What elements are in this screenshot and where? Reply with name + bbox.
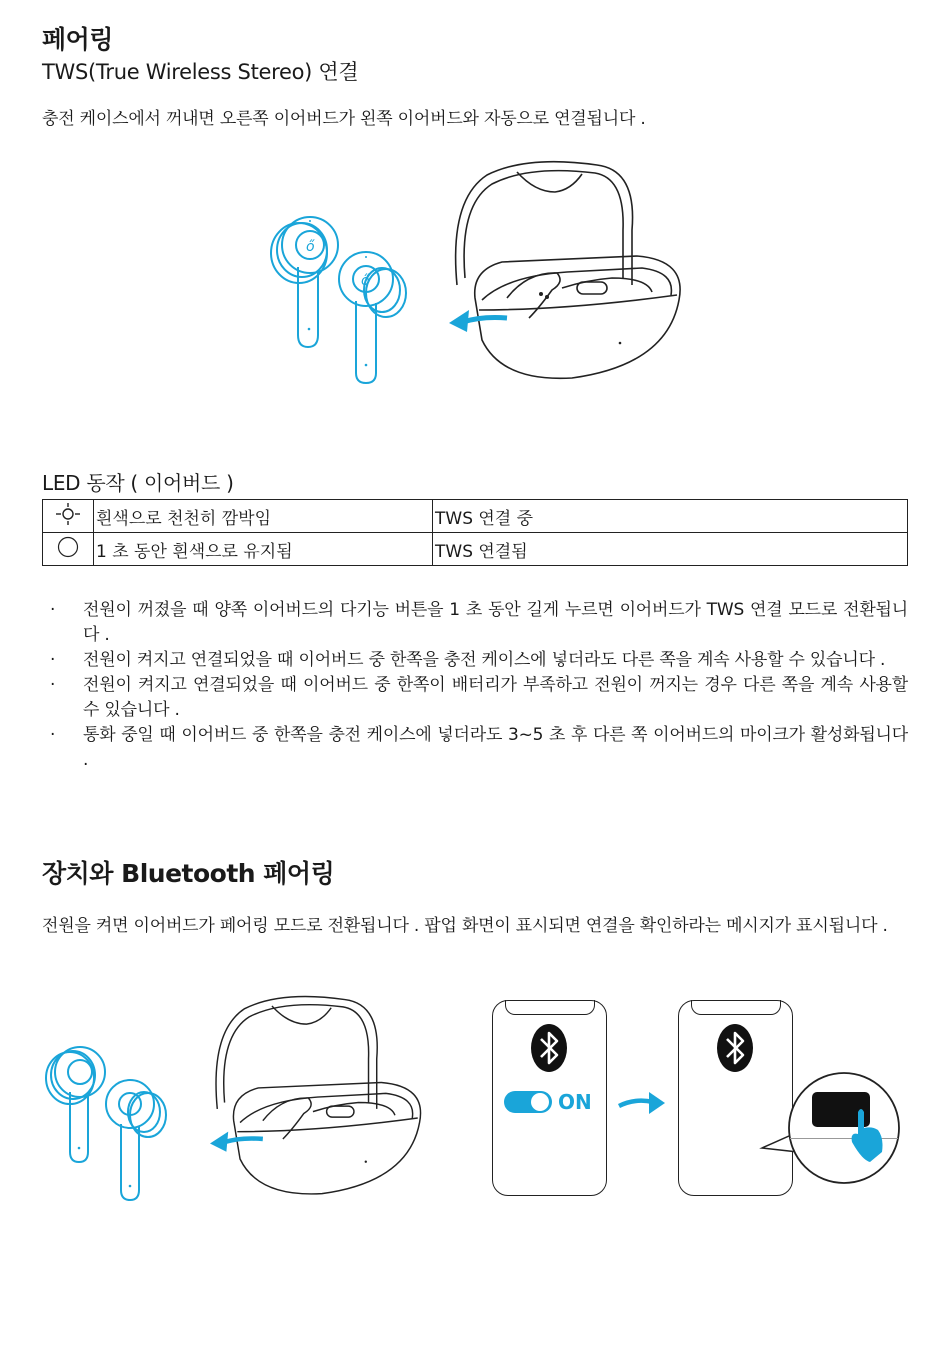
table-row [43, 533, 908, 566]
right-earbud-icon [106, 1080, 166, 1200]
led-status: TWS 연결 중 [433, 500, 908, 533]
arrow-icon [617, 1090, 667, 1116]
bullet: · [50, 650, 56, 670]
led-heading: LED 동작 ( 이어버드 ) [42, 471, 234, 495]
blinking-light-icon [55, 503, 81, 525]
list-item [42, 648, 908, 673]
earbuds-illustration [262, 205, 412, 390]
bullet: · [50, 725, 56, 745]
list-item [42, 723, 908, 773]
magnified-popup-icon [760, 1072, 902, 1168]
bullet: · [50, 675, 56, 695]
bluetooth-icon [530, 1023, 568, 1073]
table-row [43, 500, 908, 533]
bluetooth-pairing-description: 전원을 켜면 이어버드가 페어링 모드로 전환됩니다 . 팝업 화면이 표시되면 연결을 확인하라는 메시지가 표시됩니다 . [42, 916, 888, 936]
charging-case-illustration [447, 160, 687, 385]
bluetooth-toggle[interactable] [504, 1091, 552, 1113]
svg-text:ő: ő [361, 273, 370, 289]
led-table [42, 499, 908, 566]
left-earbud-icon [271, 217, 338, 347]
led-icon-cell [43, 533, 94, 566]
led-icon-cell [43, 500, 94, 533]
tws-description: 충전 케이스에서 꺼내면 오른쪽 이어버드가 왼쪽 이어버드와 자동으로 연결됩니다 . [42, 109, 646, 129]
phone-screen-1 [492, 1000, 607, 1196]
charging-case-illustration-2 [205, 995, 430, 1200]
page-title: 페어링 [42, 25, 113, 54]
notes-list [42, 598, 908, 773]
note-text: 전원이 켜지고 연결되었을 때 이어버드 중 한쪽이 배터리가 부족하고 전원이 꺼지는 경우 다른 쪽을 계속 사용할 수 있습니다 . [83, 675, 908, 720]
note-text: 통화 중일 때 이어버드 중 한쪽을 충전 케이스에 넣더라도 3~5 초 후 다른 쪽 이어버드의 마이크가 활성화됩니다 . [83, 725, 908, 770]
right-earbud-icon [339, 252, 406, 383]
bluetooth-pairing-title: 장치와 Bluetooth 페어링 [42, 859, 335, 888]
bluetooth-icon [716, 1023, 754, 1073]
toggle-knob [531, 1093, 549, 1111]
led-pattern: 1 초 동안 흰색으로 유지됨 [94, 533, 433, 566]
solid-light-icon [57, 536, 79, 558]
note-text: 전원이 꺼졌을 때 양쪽 이어버드의 다기능 버튼을 1 초 동안 길게 누르면 이어버드가 TWS 연결 모드로 전환됩니다 . [83, 600, 908, 645]
earbuds-illustration-2 [40, 1040, 175, 1210]
arrow-icon [223, 1139, 263, 1143]
list-item [42, 598, 908, 648]
arrow-icon [463, 318, 507, 323]
bullet: · [50, 600, 56, 620]
toggle-label: ON [558, 1090, 592, 1114]
led-status: TWS 연결됨 [433, 533, 908, 566]
led-pattern: 흰색으로 천천히 깜박임 [94, 500, 433, 533]
note-text: 전원이 켜지고 연결되었을 때 이어버드 중 한쪽을 충전 케이스에 넣더라도 다른 쪽을 계속 사용할 수 있습니다 . [83, 650, 886, 670]
tws-subtitle: TWS(True Wireless Stereo) 연결 [42, 60, 359, 84]
svg-text:ő: ő [306, 239, 315, 255]
left-earbud-icon [46, 1047, 105, 1162]
list-item [42, 673, 908, 723]
